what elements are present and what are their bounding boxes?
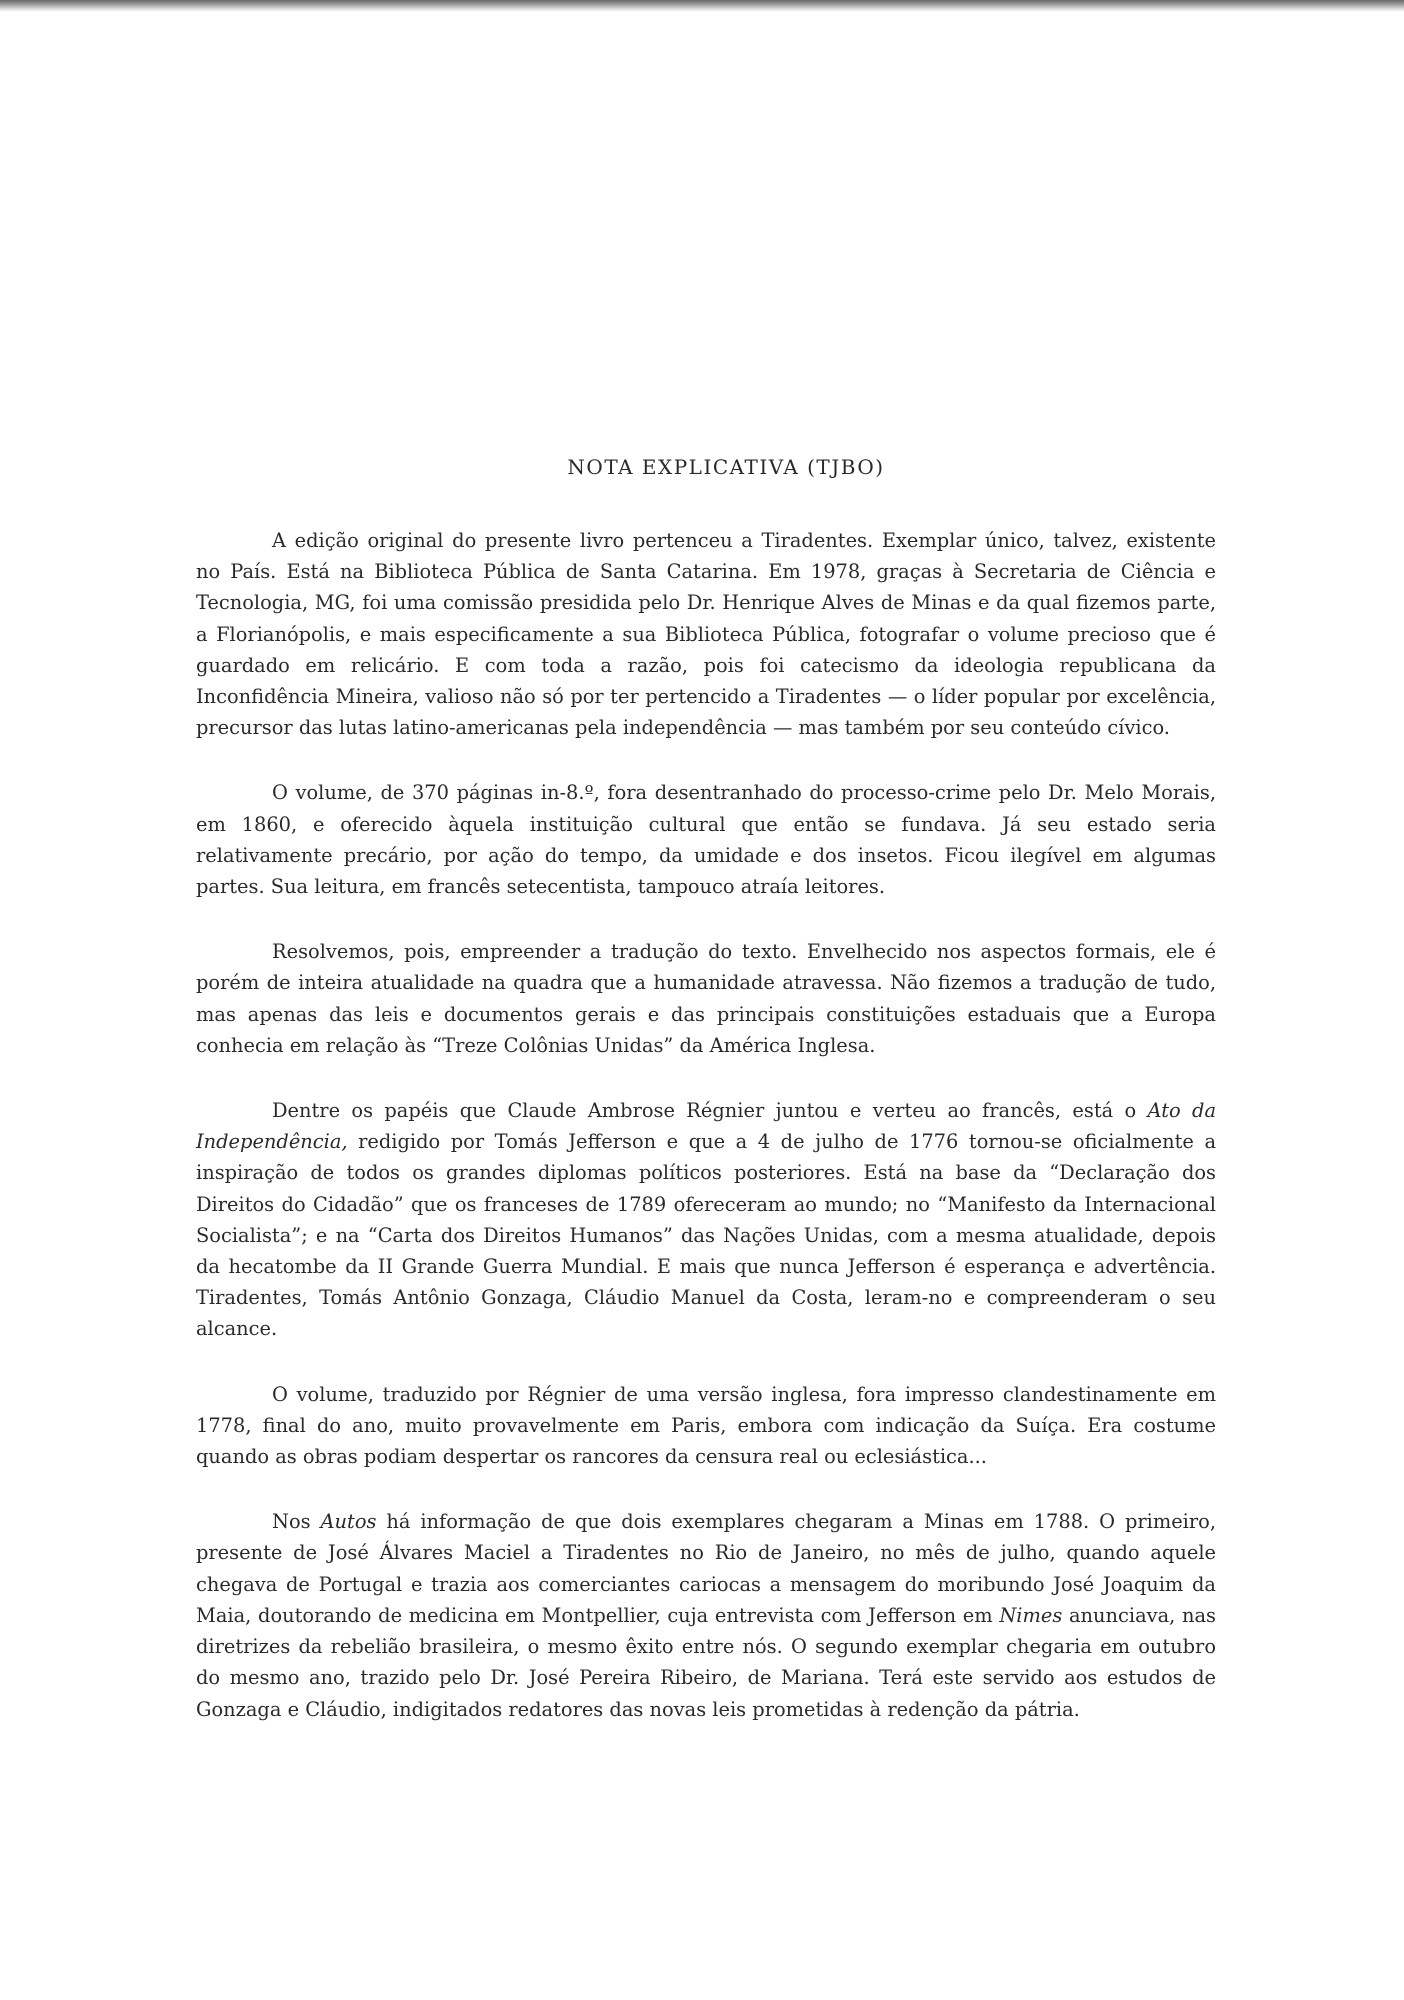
paragraph-text: A edição original do presente livro pertenceu a Tiradentes. Exemplar único, talvez, existente no País. Está na Biblioteca Pública de Santa Catarina. Em 1978, graças à Secretaria de Ciência e Tecnologia, MG, foi uma comissão presidida pelo Dr. Henrique Alves de Minas e da qual fizemos parte, a Florianópolis, e mais especificamente a sua Biblioteca Pública, fotografar o volume precioso que é guardado em relicário. E com toda a razão, pois foi catecismo da ideologia republicana da Inconfidência Mineira, valioso não só por ter pertencido a Tiradentes — o líder popular por excelência, precursor das lutas latino-americanas pela independência — mas também por seu conteúdo cívico. <box>196 529 1216 740</box>
document-body <box>196 525 1216 1725</box>
paragraph-text: O volume, de 370 páginas in-8.º, fora desentranhado do processo-crime pelo Dr. Melo Morais, em 1860, e oferecido àquela instituição cultural que então se fundava. Já seu estado seria relativamente precário, por ação do tempo, da umidade e dos insetos. Ficou ilegível em algumas partes. Sua leitura, em francês setecentista, tampouco atraía leitores. <box>196 781 1216 899</box>
body-paragraph <box>196 777 1216 902</box>
body-paragraph <box>196 525 1216 743</box>
scan-edge-shadow <box>0 0 1404 12</box>
italic-text: Ato da Independência, <box>196 1099 1216 1154</box>
body-paragraph <box>196 936 1216 1061</box>
paragraph-text: Resolvemos, pois, empreender a tradução do texto. Envelhecido nos aspectos formais, ele é porém de inteira atualidade na quadra que a humanidade atravessa. Não fizemos a tradução de tudo, mas apenas das leis e documentos gerais e das principais constituições estaduais que a Europa conhecia em relação às “Treze Colônias Unidas” da América Inglesa. <box>196 940 1216 1057</box>
document-title: NOTA EXPLICATIVA (TJBO) <box>567 455 885 479</box>
document-page <box>196 455 1216 1759</box>
body-paragraph <box>196 1095 1216 1345</box>
paragraph-text: há informação de que dois exemplares chegaram a Minas em 1788. O primeiro, presente de José Álvares Maciel a Tiradentes no Rio de Janeiro, no mês de julho, quando aquele chegava de Portugal e trazia aos comerciantes cariocas a mensagem do moribundo José Joaquim da Maia, doutorando de medicina em Montpellier, cuja entrevista com Jefferson em <box>196 1510 1216 1627</box>
paragraph-text: Dentre os papéis que Claude Ambrose Régnier juntou e verteu ao francês, está o <box>272 1099 1148 1123</box>
paragraph-text: redigido por Tomás Jefferson e que a 4 de julho de 1776 tornou-se oficialmente a inspiração de todos os grandes diplomas políticos posteriores. Está na base da “Declaração dos Direitos do Cidadão” que os franceses de 1789 ofereceram ao mundo; no “Manifesto da Internacional Socialista”; e na “Carta dos Direitos Humanos” das Nações Unidas, com a mesma atualidade, depois da hecatombe da II Grande Guerra Mundial. E mais que nunca Jefferson é esperança e advertência. Tiradentes, Tomás Antônio Gonzaga, Cláudio Manuel da Costa, leram-no e compreenderam o seu alcance. <box>196 1130 1216 1341</box>
paragraph-text: anunciava, nas diretrizes da rebelião brasileira, o mesmo êxito entre nós. O segundo exemplar chegaria em outubro do mesmo ano, trazido pelo Dr. José Pereira Ribeiro, de Mariana. Terá este servido aos estudos de Gonzaga e Cláudio, indigitados redatores das novas leis prometidas à redenção da pátria. <box>196 1603 1216 1721</box>
italic-text: Autos <box>320 1510 377 1534</box>
body-paragraph <box>196 1379 1216 1473</box>
body-paragraph <box>196 1506 1216 1724</box>
paragraph-text: Nos <box>272 1510 321 1534</box>
italic-text: Nimes <box>999 1603 1063 1627</box>
paragraph-text: O volume, traduzido por Régnier de uma versão inglesa, fora impresso clandestinamente em 1778, final do ano, muito provavelmente em Paris, embora com indicação da Suíça. Era costume quando as obras podiam despertar os rancores da censura real ou eclesiástica... <box>196 1382 1216 1469</box>
